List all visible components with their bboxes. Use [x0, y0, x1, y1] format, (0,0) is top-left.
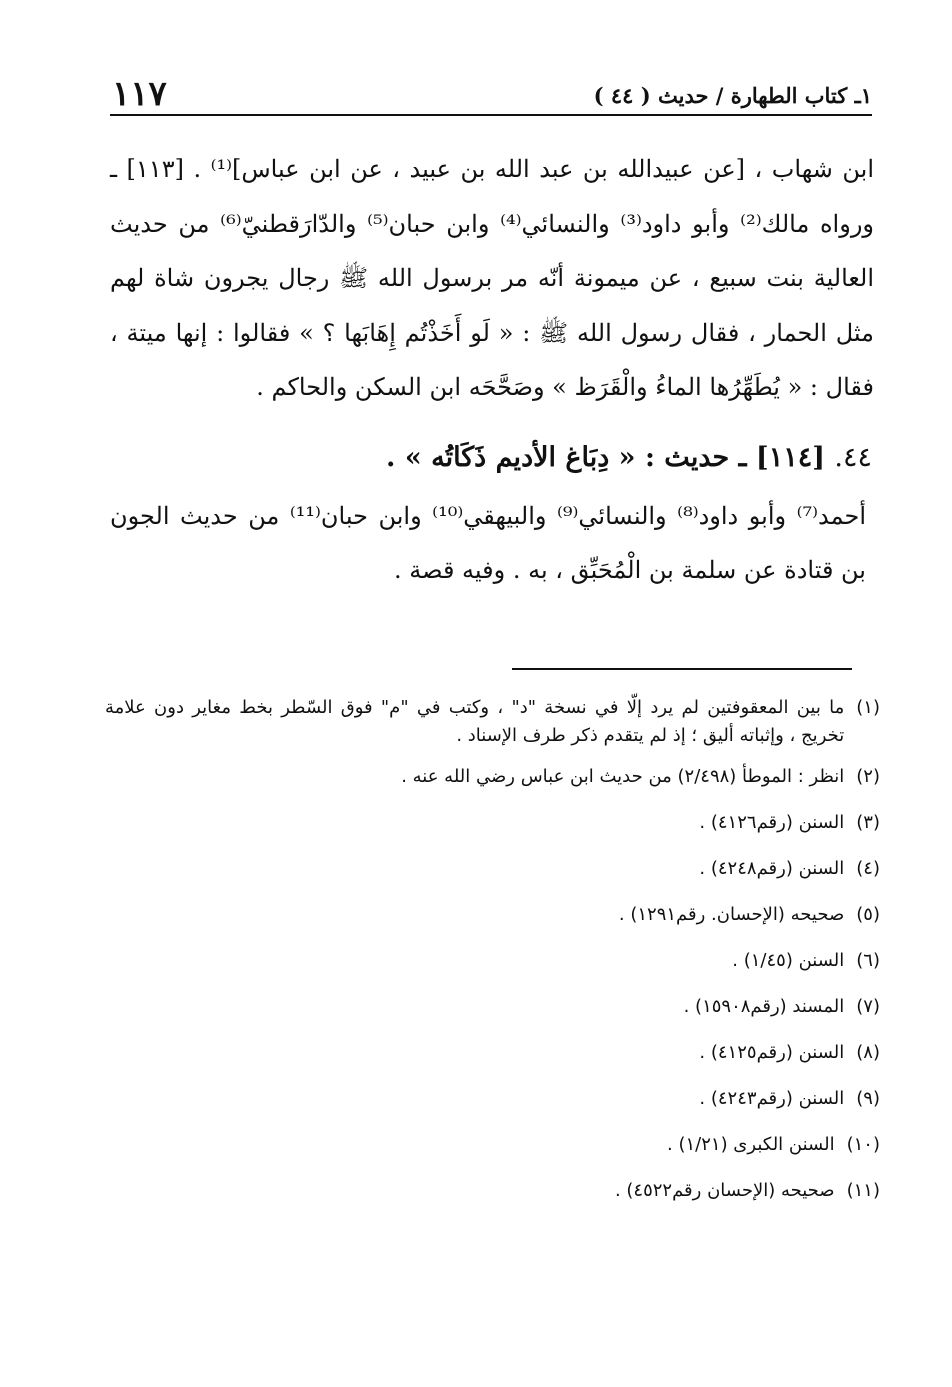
paragraph-2: أحمد⁽⁷⁾ وأبو داود⁽⁸⁾ والنسائي⁽⁹⁾ والبيهقي⁽¹⁰⁾ وابن حبان⁽¹¹⁾ من حديث الجون بن قتادة عن سلمة بن الْمُحَبِّق ، به . وفيه قصة .: [110, 501, 866, 584]
footnote: [105, 856, 880, 881]
paragraph-1: ابن شهاب ، [عن عبيدالله بن عبد الله بن عبيد ، عن ابن عباس]⁽¹⁾ . [١١٣] ـ ورواه مالك⁽²⁾ وأبو داود⁽³⁾ والنسائي⁽⁴⁾ وابن حبان⁽⁵⁾ والدّارَقطنيّ⁽⁶⁾ من حديث العالية بنت سبيع ، عن ميمونة أنّه مر برسول الله ﷺ رجال يجرون شاة لهم مثل الحمار ، فقال رسول الله ﷺ : « لَو أَخَذْتُم إِهَابَها ؟ » فقالوا : إنها ميتة ، فقال : « يُطَهِّرُها الماءُ والْقَرَظ » وصَحَّحَه ابن السكن والحاكم .: [110, 155, 874, 401]
footnote: [105, 1178, 880, 1203]
footnote-text: صحيحه (الإحسان رقم٤٥٢٢) .: [614, 1180, 835, 1201]
footnote-text: المسند (رقم١٥٩٠٨) .: [683, 996, 845, 1017]
footnote-label: (٣): [856, 812, 880, 833]
footnote-label: (٢): [856, 766, 880, 787]
footnote-label: (٦): [856, 950, 880, 971]
footnote-label: (١): [856, 697, 880, 718]
page-header: [110, 70, 872, 116]
footnote-label: (٥): [856, 904, 880, 925]
footnote-text: صحيحه (الإحسان. رقم١٢٩١) .: [618, 904, 845, 925]
footnote: [105, 1040, 880, 1065]
footnote-text: السنن (رقم٤١٢٥) .: [699, 1042, 845, 1063]
footnote-text: السنن (١/٤٥) .: [732, 950, 845, 971]
footnote-label: (٩): [856, 1088, 880, 1109]
footnote-label: (١٠): [846, 1134, 880, 1155]
footnote: [105, 994, 880, 1019]
footnote-text: السنن الكبرى (١/٢١) .: [667, 1134, 835, 1155]
page-number: ١١٧: [112, 74, 167, 114]
hadith-number: ٤٤.: [834, 441, 872, 473]
footnote-label: (١١): [846, 1180, 880, 1201]
footnote: [105, 694, 880, 750]
footnote-label: (٤): [856, 858, 880, 879]
main-text: [110, 142, 874, 598]
footnote-label: (٨): [856, 1042, 880, 1063]
footnote: [105, 902, 880, 927]
footnote-divider: [512, 668, 852, 670]
footnote-text: السنن (رقم٤١٢٦) .: [699, 812, 845, 833]
footnote-text: انظر : الموطأ (٢/٤٩٨) من حديث ابن عباس رضي الله عنه .: [401, 766, 845, 787]
footnote: [105, 1086, 880, 1111]
footnote: [105, 948, 880, 973]
footnote-text: ما بين المعقوفتين لم يرد إلّا في نسخة "د" ، وكتب في "م" فوق السّطر بخط مغاير دون علامة تخريج ، وإثباته أليق ؛ إذ لم يتقدم ذكر طرف الإسناد .: [105, 697, 845, 746]
footnote-label: (٧): [856, 996, 880, 1017]
footnote-text: السنن (رقم٤٢٤٣) .: [699, 1088, 845, 1109]
running-title: ١ـ كتاب الطهارة / حديث ( ٤٤ ): [593, 83, 872, 108]
footnote: [105, 1132, 880, 1157]
footnote-text: السنن (رقم٤٢٤٨) .: [699, 858, 845, 879]
hadith-heading: [110, 431, 874, 485]
hadith-title: [١١٤] ـ حديث : « دِبَاغ الأديم ذَكَاتُه » .: [386, 441, 825, 473]
footnotes: [105, 694, 880, 1224]
footnote: [105, 764, 880, 789]
footnote: [105, 810, 880, 835]
